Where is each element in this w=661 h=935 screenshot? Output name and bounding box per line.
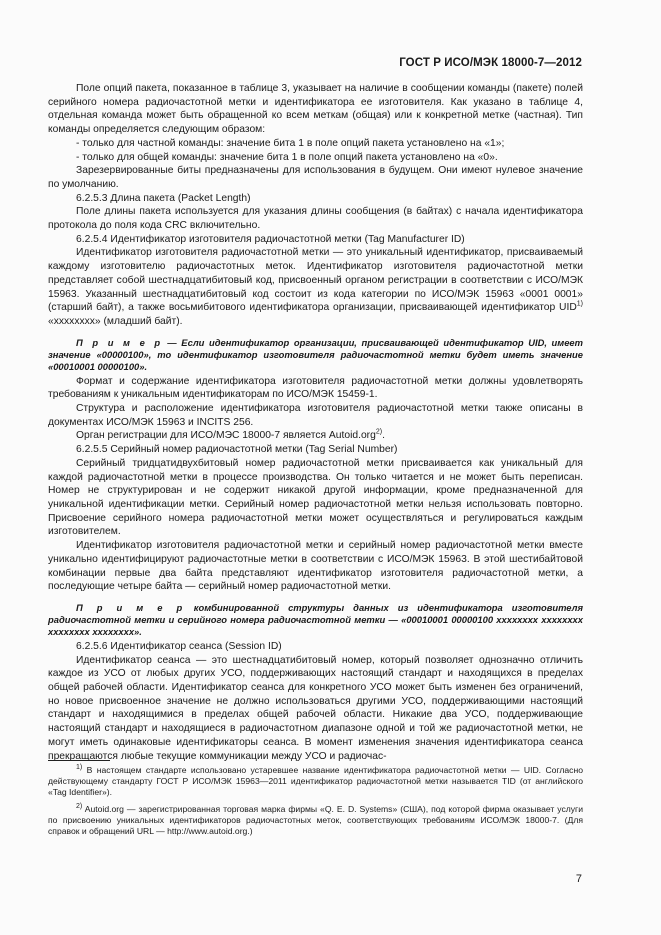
list-item: - только для частной команды: значение бита 1 в поле опций пакета установлено на «1»; (76, 137, 505, 149)
footnote (48, 765, 583, 799)
example-note (48, 337, 583, 373)
paragraph-text: Идентификатор изготовителя радиочастотной метки — это уникальный идентификатор, присваиваемый каждому изготовителю радиочастотных меток. Идентификатор изготовителя радиочастотной метки представляет собой шестнадцатибитовый код, присвоенный органом регистрации в соответствии с ИСО/МЭК 15963. Указанный шестнадцатибитовый код состоит из кода категории по ИСО/МЭК 15963 «0001 0001» (старший байт), а также восьмибитового идентификатора организации, присваивающей идентификатор UID (48, 247, 583, 314)
footnote (48, 804, 583, 838)
list-item: - только для общей команды: значение бита 1 в поле опций пакета установлено на «0». (76, 151, 498, 163)
example-text: комбинированной структуры данных из идентификатора изготовителя радиочастотной метки и серийного номера радиочастотной метки — «00010001 00000100 xxxxxxxx xxxxxxxx xxxxxxxx xxxxxxxx». (48, 601, 583, 637)
paragraph (48, 429, 583, 443)
section-heading: 6.2.5.4 Идентификатор изготовителя радиочастотной метки (Tag Manufacturer ID) (76, 233, 465, 245)
example-label: П р и м е р (76, 336, 163, 348)
paragraph (48, 246, 583, 328)
footnote-ref[interactable]: 1) (576, 300, 583, 308)
paragraph: Формат и содержание идентификатора изготовителя радиочастотной метки должны удовлетворять требованиям к уникальным идентификаторам по ИСО/МЭК 15459-1. (48, 375, 583, 401)
example-label: П р и м е р (76, 601, 185, 613)
paragraph-text: . (382, 430, 385, 442)
footnote-text: В настоящем стандарте использовано устаревшее название идентификатора радиочастотной метки — UID. Согласно действующему стандарту ГОСТ Р ИСО/МЭК 15963—2011 идентификатор радиочастотной метки называется TID (от английского «Tag Identifier»). (48, 765, 583, 798)
footnote-number: 2) (76, 802, 83, 810)
section-heading: 6.2.5.3 Длина пакета (Packet Length) (76, 192, 251, 204)
footnote-text: Autoid.org — зарегистрированная торговая марка фирмы «Q. E. D. Systems» (США), под которой фирма оказывает услуги по присвоению уникальных идентификаторов радиочастотных меток, соответствующих требованиям ИСО/МЭК 18000-7. (Для справок и обращений URL — http://www.autoid.org.) (48, 803, 583, 837)
page-number: 7 (575, 873, 582, 885)
paragraph-text: Орган регистрации для ИСО/МЭС 18000-7 является Autoid.org (76, 430, 376, 442)
paragraph: Поле опций пакета, показанное в таблице 3, указывает на наличие в сообщении команды (пакете) полей серийного номера радиочастотной метки и идентификатора ее изготовителя. Как указано в таблице 4, отдельная команда может быть обращенной ко всем меткам (общая) или к конкретной метке (частная). Тип команды определяется следующим образом: (48, 83, 583, 136)
section-heading: 6.2.5.5 Серийный номер радиочастотной метки (Tag Serial Number) (76, 444, 398, 456)
paragraph: Структура и расположение идентификатора изготовителя радиочастотной метки также описаны в документах ИСО/МЭК 15963 и INCITS 256. (48, 403, 583, 428)
paragraph: Идентификатор изготовителя радиочастотной метки и серийный номер радиочастотной метки вместе уникально идентифицируют радиочастотные метки в соответствии с ИСО/МЭК 15963. В этой шестибайтовой комбинации первые два байта представляют идентификатор изготовителя радиочастотной метки, а последующие четыре байта — серийный номер радиочастотной метки. (48, 540, 583, 593)
body-text (48, 82, 583, 763)
footnote-number: 1) (76, 764, 83, 772)
standard-header: ГОСТ Р ИСО/МЭК 18000-7—2012 (399, 57, 582, 69)
example-text: — Если идентификатор организации, присваивающей идентификатор UID, имеет значение «00000100», то идентификатор изготовителя радиочастотной метки будет иметь значение «00010001 00000100». (48, 336, 583, 372)
example-note (48, 602, 583, 638)
paragraph: Идентификатор сеанса — это шестнадцатибитовый номер, который позволяет однозначно отличить каждое из УСО от любых других УСО, поддерживающих настоящий стандарт и находящихся в пределах общей рабочей области. Идентификатор сеанса для конкретного УСО может быть изменен без ограничений, но новое присвоенное значение не должно использоваться другими УСО, поддерживающими настоящий стандарт и находящимися в пределах общей рабочей области. Никакие два УСО, поддерживающие настоящий стандарт и находящиеся в радиочастотном диапазоне одной и той же радиочастотной метки, не могут иметь одинаковые идентификаторы сеанса. В момент изменения значения идентификатора сеанса прекращаются любые текущие коммуникации между УСО и радиочас- (48, 654, 583, 762)
paragraph: Поле длины пакета используется для указания длины сообщения (в байтах) с начала идентификатора протокола до поля кода CRC включительно. (48, 206, 583, 232)
footnotes (48, 760, 583, 842)
footnote-ref[interactable]: 2) (375, 429, 383, 437)
paragraph: Зарезервированные биты предназначены для использования в будущем. Они имеют нулевое значение по умолчанию. (48, 165, 583, 190)
section-heading: 6.2.5.6 Идентификатор сеанса (Session ID) (76, 640, 282, 652)
footnote-divider (48, 760, 110, 761)
paragraph-text: «xxxxxxxx» (младший байт). (48, 315, 183, 327)
paragraph: Серийный тридцатидвухбитовый номер радиочастотной метки присваивается как уникальный для каждой радиочастотной метки в процессе производства. Он только читается и не может быть переписан. Номер не структурирован и не содержит никакой другой информации, кроме предназначенной для уникальной идентификации метки. Серийный номер радиочастотной метки нельзя использовать повторно. Присвоение серийного номера радиочастотной метки может осуществляться и регулироваться каждым изготовителем. (48, 457, 583, 538)
